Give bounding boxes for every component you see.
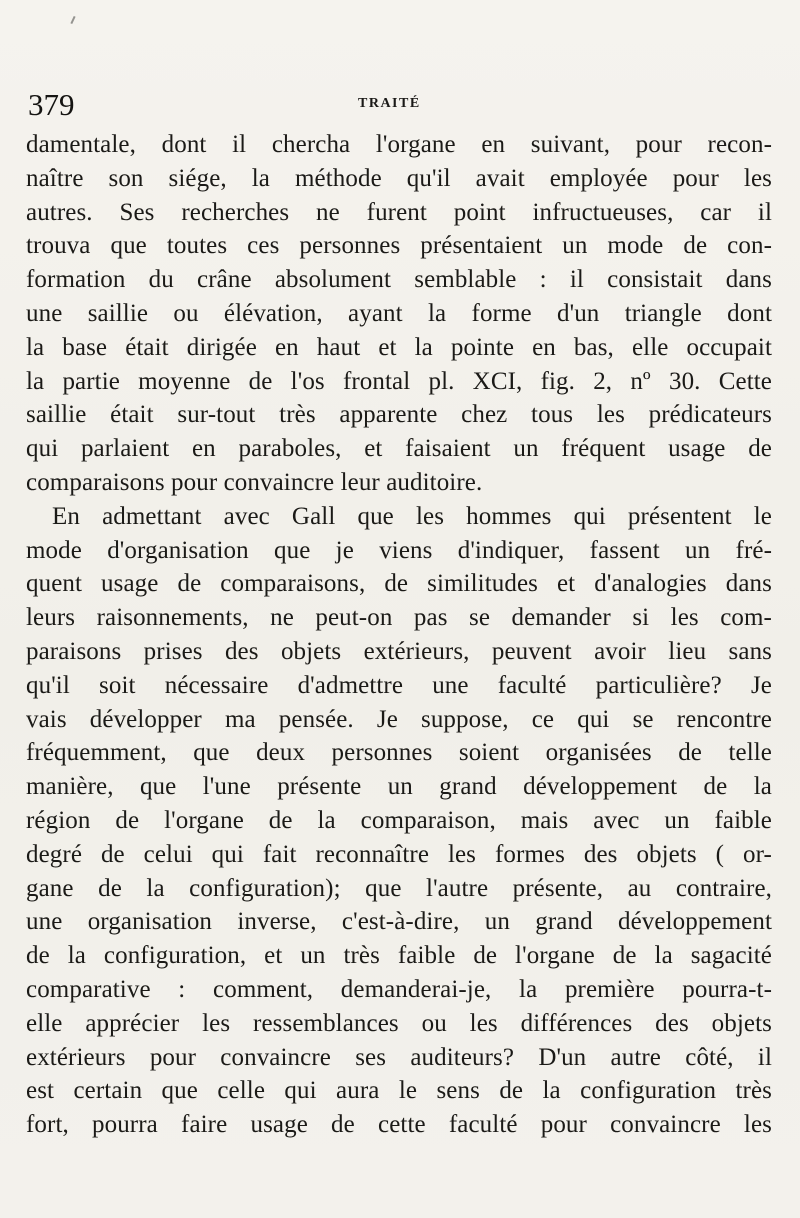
text-line: leurs raisonnements, ne peut-on pas se demander si les com-: [26, 604, 772, 632]
text-line: autres. Ses recherches ne furent point infructueuses, car il: [26, 198, 772, 226]
text-line: naître son siége, la méthode qu'il avait employée pour les: [26, 164, 772, 192]
text-line: mode d'organisation que je viens d'indiquer, fassent un fré-: [26, 536, 772, 564]
text-line: elle apprécier les ressemblances ou les différences des objets: [26, 1009, 772, 1037]
text-line: comparative : comment, demanderai-je, la première pourra-t-: [26, 975, 772, 1003]
running-head: [28, 88, 772, 128]
running-title: TRAITÉ: [358, 96, 421, 111]
paragraph-2: [26, 500, 772, 1142]
text-line: fort, pourra faire usage de cette faculté pour convaincre les: [26, 1111, 772, 1139]
text-line: En admettant avec Gall que les hommes qui présentent le: [52, 502, 772, 530]
text-line: degré de celui qui fait reconnaître les formes des objets ( or-: [26, 840, 772, 868]
text-line: quent usage de comparaisons, de similitudes et d'analogies dans: [26, 570, 772, 598]
text-line: région de l'organe de la comparaison, mais avec un faible: [26, 806, 772, 834]
text-line: de la configuration, et un très faible de l'organe de la sagacité: [26, 942, 772, 970]
text-line: qu'il soit nécessaire d'admettre une faculté particulière? Je: [26, 671, 772, 699]
text-line: paraisons prises des objets extérieurs, peuvent avoir lieu sans: [26, 637, 772, 665]
text-line: manière, que l'une présente un grand développement de la: [26, 773, 772, 801]
text-line: une saillie ou élévation, ayant la forme d'un triangle dont: [26, 299, 772, 327]
body-text: [26, 128, 772, 1142]
page-number: 379: [28, 87, 75, 122]
paragraph-1: [26, 128, 772, 500]
text-line: vais développer ma pensée. Je suppose, ce qui se rencontre: [26, 705, 772, 733]
text-line: formation du crâne absolument semblable : il consistait dans: [26, 266, 772, 294]
text-line: trouva que toutes ces personnes présentaient un mode de con-: [26, 232, 772, 260]
text-line: la partie moyenne de l'os frontal pl. XCI, fig. 2, nº 30. Cette: [26, 367, 772, 395]
text-line: qui parlaient en paraboles, et faisaient un fréquent usage de: [26, 435, 772, 463]
text-line: damentale, dont il chercha l'organe en suivant, pour recon-: [26, 131, 772, 158]
text-line: saillie était sur-tout très apparente chez tous les prédicateurs: [26, 401, 772, 429]
text-line: comparaisons pour convaincre leur auditoire.: [26, 468, 483, 496]
text-line: est certain que celle qui aura le sens de la configuration très: [26, 1077, 772, 1105]
text-line: la base était dirigée en haut et la pointe en bas, elle occupait: [26, 333, 772, 361]
ink-speck: [70, 16, 75, 24]
text-line: extérieurs pour convaincre ses auditeurs? D'un autre côté, il: [26, 1043, 772, 1071]
text-line: fréquemment, que deux personnes soient organisées de telle: [26, 739, 772, 767]
text-line: une organisation inverse, c'est-à-dire, un grand développement: [26, 908, 772, 936]
text-line: gane de la configuration); que l'autre présente, au contraire,: [26, 874, 772, 902]
